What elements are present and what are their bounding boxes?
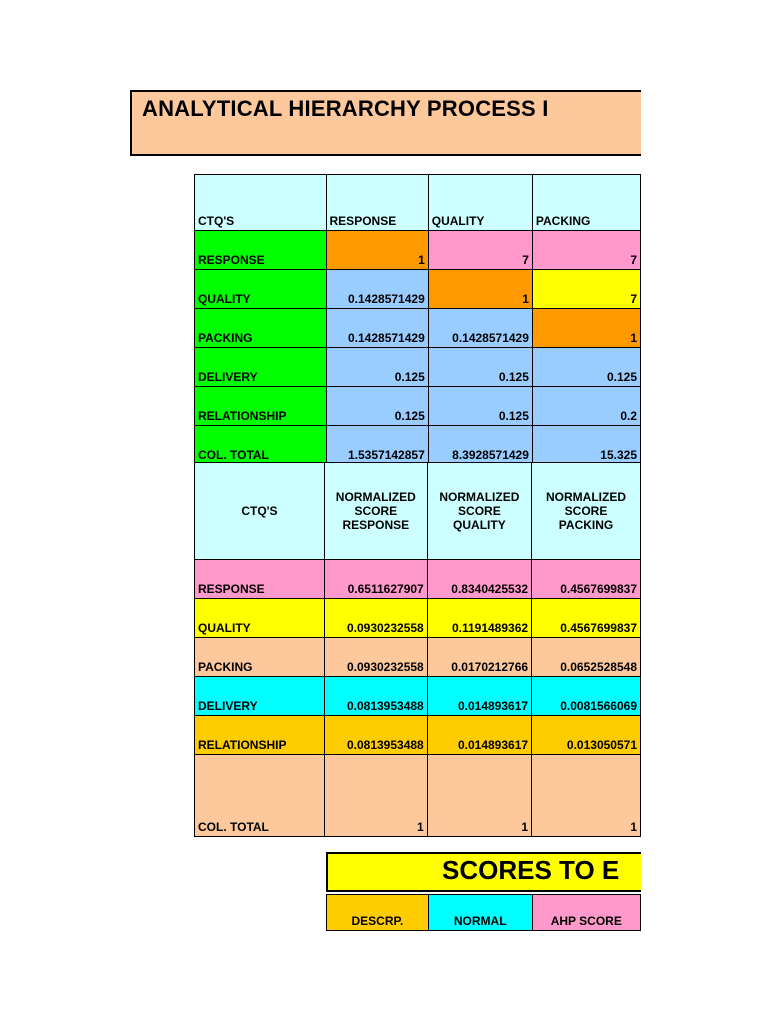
table-row <box>195 348 641 387</box>
matrix-cell: 1 <box>428 270 532 309</box>
row-label: RELATIONSHIP <box>195 716 325 755</box>
matrix-cell: 8.3928571429 <box>428 426 532 465</box>
matrix-header-row <box>195 175 641 231</box>
table-row <box>195 270 641 309</box>
normalized-cell: 0.4567699837 <box>532 560 641 599</box>
matrix-cell: 0.125 <box>428 348 532 387</box>
normalized-scores-table <box>194 462 641 837</box>
matrix-cell: 1.5357142857 <box>326 426 428 465</box>
matrix-cell: 1 <box>532 309 640 348</box>
normalized-cell: 0.014893617 <box>427 677 531 716</box>
table-row <box>195 231 641 270</box>
normalized-cell: 1 <box>427 755 531 837</box>
scores-header-row <box>327 895 641 931</box>
normalized-cell: 1 <box>532 755 641 837</box>
table-row <box>195 716 641 755</box>
matrix-cell: 0.125 <box>326 348 428 387</box>
matrix-header-quality: QUALITY <box>428 175 532 231</box>
table-row <box>195 560 641 599</box>
normalized-cell: 0.0813953488 <box>324 716 427 755</box>
row-label: QUALITY <box>195 270 327 309</box>
normalized-cell: 0.0930232558 <box>324 638 427 677</box>
matrix-header-packing: PACKING <box>532 175 640 231</box>
matrix-cell: 1 <box>326 231 428 270</box>
matrix-total-row <box>195 426 641 465</box>
normalized-cell: 0.0813953488 <box>324 677 427 716</box>
row-label: COL. TOTAL <box>195 755 325 837</box>
table-row <box>195 677 641 716</box>
row-label: RESPONSE <box>195 231 327 270</box>
normalized-header-packing: NORMALIZED SCORE PACKING <box>532 463 641 560</box>
normalized-cell: 0.0170212766 <box>427 638 531 677</box>
matrix-cell: 15.325 <box>532 426 640 465</box>
page-title: ANALYTICAL HIERARCHY PROCESS I <box>142 96 549 121</box>
row-label: PACKING <box>195 638 325 677</box>
matrix-cell: 7 <box>428 231 532 270</box>
normalized-header-response: NORMALIZED SCORE RESPONSE <box>324 463 427 560</box>
matrix-cell: 0.1428571429 <box>428 309 532 348</box>
row-label: DELIVERY <box>195 677 325 716</box>
scores-title: SCORES TO E <box>442 855 620 885</box>
row-label: COL. TOTAL <box>195 426 327 465</box>
row-label: QUALITY <box>195 599 325 638</box>
matrix-cell: 0.1428571429 <box>326 309 428 348</box>
matrix-header-response: RESPONSE <box>326 175 428 231</box>
normalized-total-row <box>195 755 641 837</box>
row-label: RELATIONSHIP <box>195 387 327 426</box>
normalized-cell: 0.0930232558 <box>324 599 427 638</box>
normalized-cell: 0.014893617 <box>427 716 531 755</box>
row-label: PACKING <box>195 309 327 348</box>
matrix-cell: 0.2 <box>532 387 640 426</box>
normalized-header-ctq: CTQ'S <box>195 463 325 560</box>
normalized-cell: 0.013050571 <box>532 716 641 755</box>
scores-banner <box>326 852 641 892</box>
scores-header-normal: NORMAL <box>428 895 532 931</box>
matrix-cell: 7 <box>532 231 640 270</box>
normalized-cell: 1 <box>324 755 427 837</box>
pairwise-matrix-table <box>194 174 641 465</box>
row-label: RESPONSE <box>195 560 325 599</box>
scores-header-table <box>326 894 641 931</box>
matrix-cell: 0.1428571429 <box>326 270 428 309</box>
matrix-cell: 0.125 <box>326 387 428 426</box>
table-row <box>195 599 641 638</box>
table-row <box>195 638 641 677</box>
normalized-cell: 0.8340425532 <box>427 560 531 599</box>
title-banner <box>130 90 641 156</box>
matrix-cell: 0.125 <box>532 348 640 387</box>
table-row <box>195 309 641 348</box>
normalized-cell: 0.6511627907 <box>324 560 427 599</box>
matrix-cell: 7 <box>532 270 640 309</box>
normalized-header-quality: NORMALIZED SCORE QUALITY <box>427 463 531 560</box>
normalized-cell: 0.4567699837 <box>532 599 641 638</box>
normalized-cell: 0.0081566069 <box>532 677 641 716</box>
normalized-cell: 0.0652528548 <box>532 638 641 677</box>
scores-header-ahp: AHP SCORE <box>532 895 640 931</box>
normalized-cell: 0.1191489362 <box>427 599 531 638</box>
row-label: DELIVERY <box>195 348 327 387</box>
matrix-header-ctq: CTQ'S <box>195 175 327 231</box>
normalized-header-row <box>195 463 641 560</box>
scores-header-descr: DESCRP. <box>327 895 429 931</box>
table-row <box>195 387 641 426</box>
matrix-cell: 0.125 <box>428 387 532 426</box>
